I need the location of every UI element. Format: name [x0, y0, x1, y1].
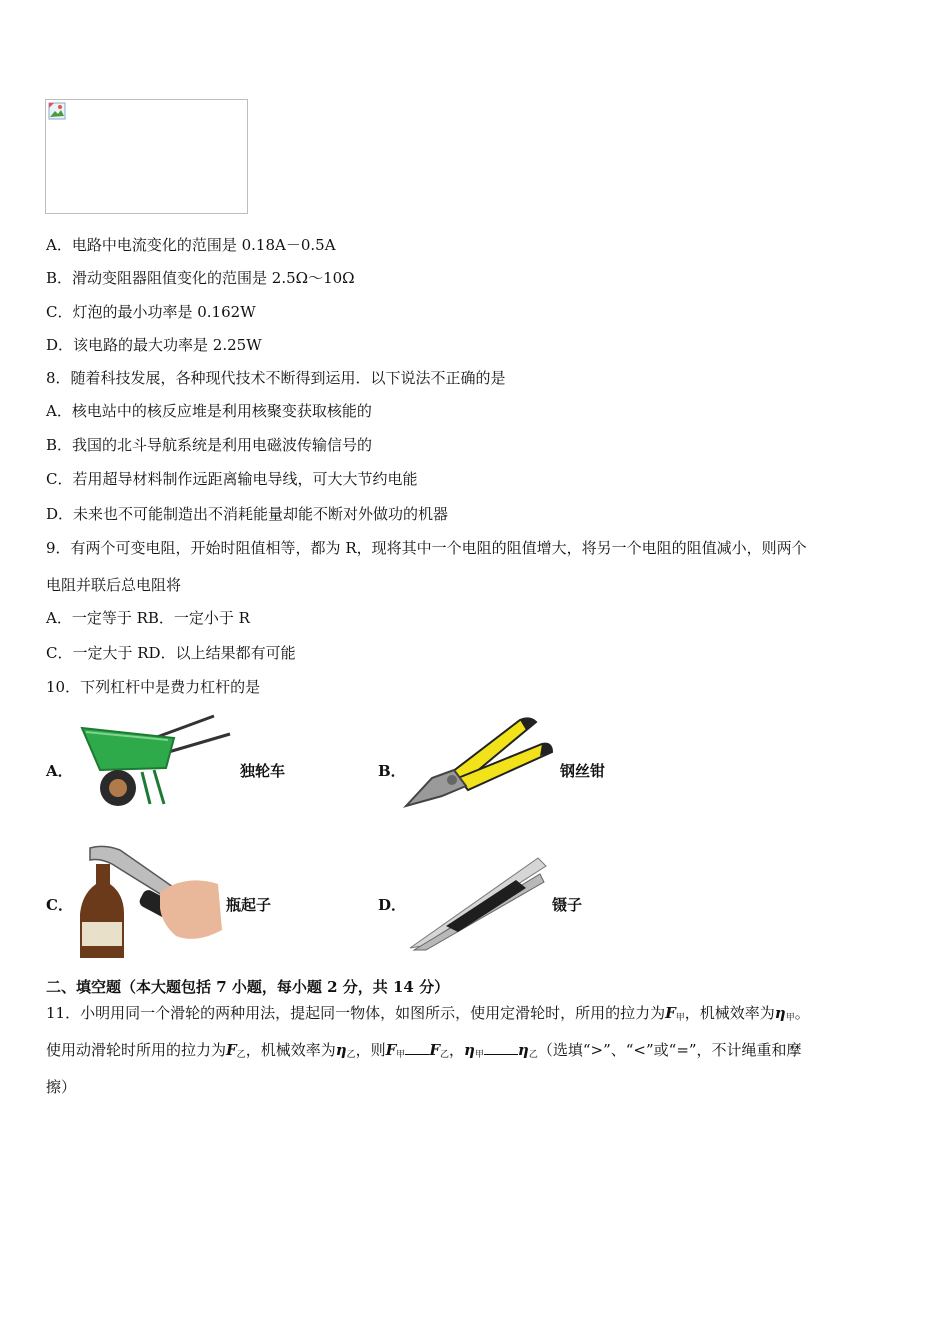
q11-line2-e: （选填“>”、“<”或“=”，不计绳重和摩 [537, 1041, 802, 1059]
broken-image-icon [48, 102, 66, 120]
q11-jia-subscript: 甲 [396, 1050, 406, 1060]
q11-eta-symbol: η [464, 1041, 475, 1059]
q11-yi-subscript: 乙 [346, 1050, 356, 1060]
q11-line2-d: ， [448, 1041, 464, 1059]
q10-option-c-name: 瓶起子 [226, 896, 272, 914]
q8-stem: 8．随着科技发展，各种现代技术不断得到运用．以下说法不正确的是 [46, 369, 506, 387]
q11-F-symbol: F [226, 1041, 237, 1059]
q11-jia-subscript: 甲 [785, 1013, 795, 1023]
q9-stem-line1: 9．有两个可变电阻，开始时阻值相等，都为 R，现将其中一个电阻的阻值增大，将另一个电阻的阻值减小，则两个 [46, 539, 807, 557]
section-heading-fill-in: 二、填空题（本大题包括 7 小题，每小题 2 分，共 14 分） [46, 978, 450, 996]
q11-yi-subscript: 乙 [439, 1050, 449, 1060]
q10-option-b-name: 钢丝钳 [560, 762, 606, 780]
q11-yi-subscript: 乙 [528, 1050, 538, 1060]
q11-line1 [46, 1003, 810, 1028]
q10-option-a-letter: A． [46, 762, 73, 780]
q11-line1-end: 。 [794, 1004, 810, 1022]
q10-option-d-name: 镊子 [552, 896, 583, 914]
q10-option-c-letter: C． [46, 896, 73, 914]
q7-option-a: A．电路中电流变化的范围是 0.18A－0.5A [46, 236, 336, 254]
q8-option-d: D．未来也不可能制造出不消耗能量却能不断对外做功的机器 [46, 505, 449, 523]
broken-image-placeholder [45, 99, 248, 214]
tweezers-image [406, 852, 548, 952]
q11-F-symbol: F [385, 1041, 397, 1059]
q8-option-a: A．核电站中的核反应堆是利用核聚变获取核能的 [46, 402, 372, 420]
q11-eta-symbol: η [335, 1041, 347, 1059]
q11-blank-2[interactable] [484, 1040, 518, 1055]
q7-option-c: C．灯泡的最小功率是 0.162W [46, 303, 256, 321]
q7-option-d: D．该电路的最大功率是 2.25W [46, 336, 262, 354]
q11-yi-subscript: 乙 [236, 1050, 246, 1060]
q10-option-a-name: 独轮车 [240, 762, 286, 780]
q10-option-d-letter: D． [378, 896, 407, 914]
q11-line3: 擦） [46, 1078, 77, 1096]
q9-options-line2: C．一定大于 RD．以上结果都有可能 [46, 644, 296, 662]
q8-option-b: B．我国的北斗导航系统是利用电磁波传输信号的 [46, 436, 373, 454]
q7-option-b: B．滑动变阻器阻值变化的范围是 2.5Ω～10Ω [46, 269, 355, 287]
bottle-opener-image [76, 844, 222, 958]
q11-jia-subscript: 甲 [675, 1013, 685, 1023]
q11-line2-b: ，机械效率为 [245, 1041, 336, 1059]
q9-options-line1: A．一定等于 RB．一定小于 R [46, 609, 250, 627]
q11-F-symbol: F [665, 1004, 676, 1022]
wheelbarrow-image [78, 712, 234, 810]
q11-line1-mid: ，机械效率为 [684, 1004, 775, 1022]
q11-F-symbol: F [429, 1041, 440, 1059]
q9-stem-line2: 电阻并联后总电阻将 [46, 576, 182, 594]
q8-option-c: C．若用超导材料制作远距离输电导线，可大大节约电能 [46, 470, 418, 488]
pliers-image [402, 712, 556, 812]
q11-line1-text: 11．小明用同一个滑轮的两种用法，提起同一物体，如图所示，使用定滑轮时，所用的拉力为 [46, 1004, 666, 1022]
q11-eta-symbol: η [774, 1004, 786, 1022]
q11-line2-c: ，则 [355, 1041, 386, 1059]
q11-eta-symbol: η [517, 1041, 529, 1059]
q11-jia-subscript: 甲 [474, 1050, 484, 1060]
q11-blank-1[interactable] [405, 1040, 429, 1055]
q10-stem: 10．下列杠杆中是费力杠杆的是 [46, 678, 261, 696]
q11-line2-a: 使用动滑轮时所用的拉力为 [46, 1041, 227, 1059]
q10-option-b-letter: B． [378, 762, 406, 780]
q11-line2 [46, 1040, 802, 1065]
